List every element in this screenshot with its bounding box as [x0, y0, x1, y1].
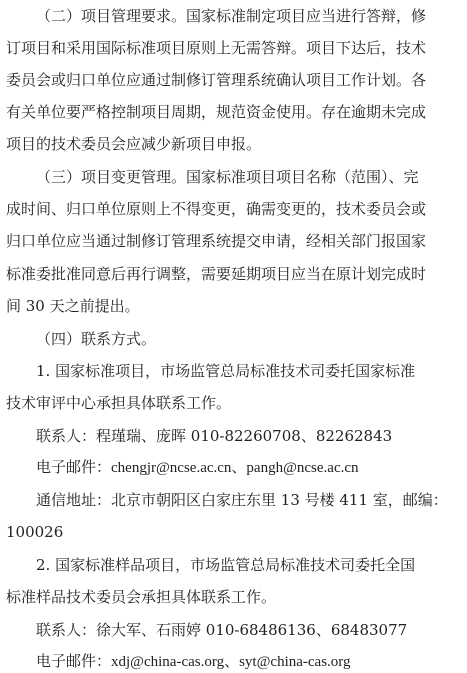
contact-2-email: 电子邮件：xdj@china-cas.org、syt@china-cas.org	[36, 654, 351, 670]
item-1-line-2: 技术审评中心承担具体联系工作。	[6, 394, 232, 412]
paragraph-2-line-1: （二）项目管理要求。国家标准制定项目应当进行答辩，修	[36, 7, 427, 25]
paragraph-2-line-5: 项目的技术委员会应减少新项目申报。	[6, 135, 262, 153]
paragraph-2-line-4: 有关单位要严格控制项目周期，规范资金使用。存在逾期未完成	[6, 103, 427, 121]
paragraph-3-line-4: 标准委批准同意后再行调整，需要延期项目应当在原计划完成时	[6, 265, 427, 283]
section-4-heading: （四）联系方式。	[36, 330, 157, 348]
contact-1-people: 联系人：程瑾瑞、庞晖 010-82260708、82262843	[36, 427, 393, 445]
item-2-line-2: 标准样品技术委员会承担具体联系工作。	[6, 588, 277, 606]
contact-2-people: 联系人：徐大军、石雨婷 010-68486136、68483077	[36, 621, 408, 639]
paragraph-3-line-1: （三）项目变更管理。国家标准项目项目名称（范围）、完	[36, 168, 419, 186]
contact-1-email: 电子邮件：chengjr@ncse.ac.cn、pangh@ncse.ac.cn	[36, 460, 359, 476]
paragraph-3-line-2: 成时间、归口单位原则上不得变更，确需变更的，技术委员会或	[6, 200, 427, 218]
item-2-line-1: 2. 国家标准样品项目，市场监管总局标准技术司委托全国	[36, 556, 416, 574]
paragraph-2-line-3: 委员会或归口单位应通过制修订管理系统确认项目工作计划。各	[6, 71, 427, 89]
contact-1-address: 通信地址：北京市朝阳区白家庄东里 13 号楼 411 室，邮编：	[36, 491, 448, 509]
contact-1-postcode: 100026	[6, 523, 64, 541]
paragraph-3-line-5: 间 30 天之前提出。	[6, 297, 140, 315]
paragraph-3-line-3: 归口单位应当通过制修订管理系统提交申请，经相关部门报国家	[6, 232, 427, 250]
item-1-line-1: 1. 国家标准项目，市场监管总局标准技术司委托国家标准	[36, 362, 416, 380]
paragraph-2-line-2: 订项目和采用国际标准项目原则上无需答辩。项目下达后，技术	[6, 39, 427, 57]
